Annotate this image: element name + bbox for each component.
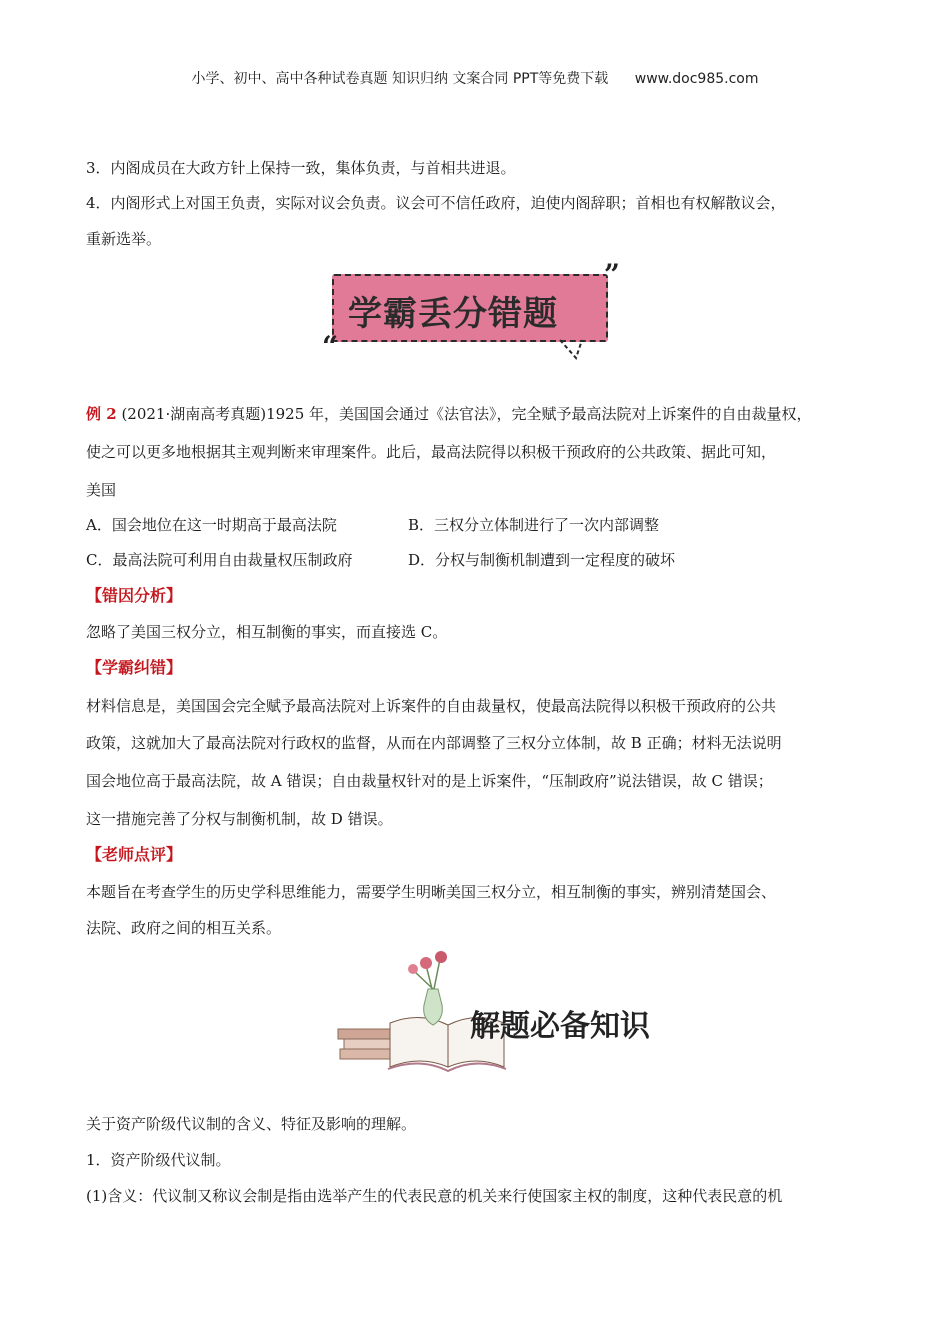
teacher-comment-title: 【老师点评】: [86, 845, 183, 864]
option-a: A．国会地位在这一时期高于最高法院: [86, 516, 337, 534]
wrong-question-banner: [320, 258, 620, 370]
error-analysis-text: 忽略了美国三权分立，相互制衡的事实，而直接选 C。: [86, 623, 448, 641]
open-quote-icon: “: [322, 330, 339, 363]
teacher-line-1: 本题旨在考查学生的历史学科思维能力，需要学生明晰美国三权分立，相互制衡的事实，辨别清楚国会、: [86, 883, 777, 901]
example-label: 例 2: [86, 405, 117, 423]
point-4-cont: 重新选举。: [86, 230, 162, 248]
header-text: 小学、初中、高中各种试卷真题 知识归纳 文案合同 PPT等免费下载: [191, 71, 609, 87]
knowledge-intro: 关于资产阶级代议制的含义、特征及影响的理解。: [86, 1115, 417, 1133]
example-line-3: 美国: [86, 481, 117, 499]
point-3: 3．内阁成员在大政方针上保持一致，集体负责，与首相共进退。: [86, 159, 516, 177]
example-line-2: 使之可以更多地根据其主观判断来审理案件。此后，最高法院得以积极干预政府的公共政策、据此可知，: [86, 443, 777, 461]
correction-line-3: 国会地位高于最高法院，故 A 错误；自由裁量权针对的是上诉案件，“压制政府”说法错误，故 C 错误；: [86, 772, 773, 790]
essential-knowledge-banner: [330, 945, 670, 1085]
correction-title: 【学霸纠错】: [86, 658, 183, 677]
close-quote-icon: ”: [603, 258, 620, 291]
correction-line-1: 材料信息是，美国国会完全赋予最高法院对上诉案件的自由裁量权，使最高法院得以积极干预政府的公共: [86, 697, 777, 715]
banner2-title: 解题必备知识: [470, 1009, 650, 1044]
header-site: www.doc985.com: [634, 71, 759, 87]
correction-line-4: 这一措施完善了分权与制衡机制，故 D 错误。: [86, 810, 393, 828]
teacher-line-2: 法院、政府之间的相互关系。: [86, 919, 282, 937]
correction-line-2: 政策，这就加大了最高法院对行政权的监督，从而在内部调整了三权分立体制，故 B 正确；材料无法说明: [86, 734, 782, 752]
banner-title: 学霸丢分错题: [348, 294, 558, 334]
knowledge-item-1: 1．资产阶级代议制。: [86, 1151, 231, 1169]
option-c: C．最高法院可利用自由裁量权压制政府: [86, 551, 353, 569]
option-b: B．三权分立体制进行了一次内部调整: [408, 516, 660, 534]
option-d: D．分权与制衡机制遭到一定程度的破坏: [408, 551, 676, 569]
page-header: [0, 68, 950, 88]
example-text-1: (2021·湖南高考真题)1925 年，美国国会通过《法官法》，完全赋予最高法院对上诉案件的自由裁量权，: [121, 405, 812, 423]
error-analysis-title: 【错因分析】: [86, 586, 183, 605]
example-line-1: [86, 404, 812, 424]
point-4: 4．内阁形式上对国王负责，实际对议会负责。议会可不信任政府，迫使内阁辞职；首相也有权解散议会，: [86, 194, 786, 212]
knowledge-item-1-1: (1)含义：代议制又称议会制是指由选举产生的代表民意的机关来行使国家主权的制度，这种代表民意的机: [86, 1187, 783, 1205]
